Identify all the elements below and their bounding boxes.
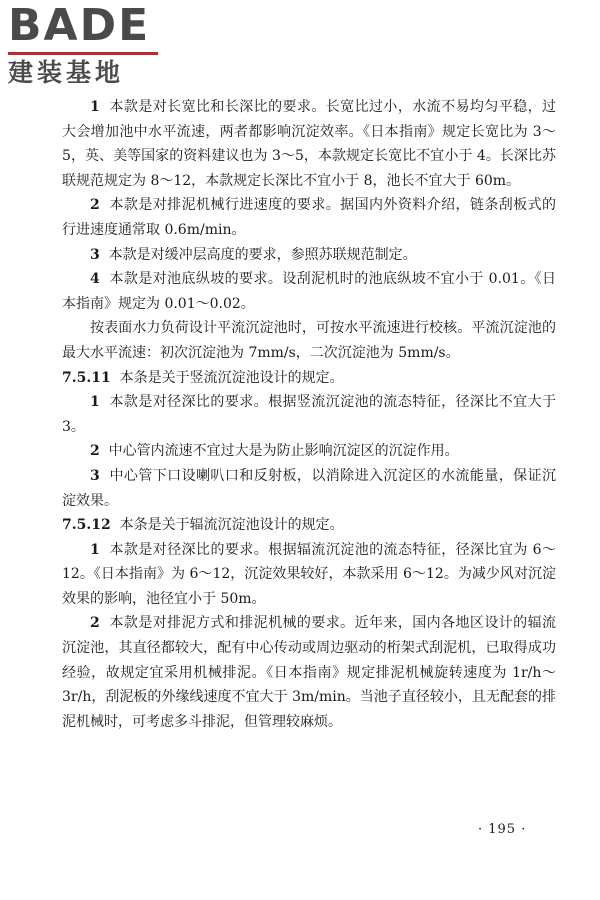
paragraph-item xyxy=(62,611,556,734)
logo-brand: BADE xyxy=(8,0,151,51)
paragraph-text: 本款是对缓冲层高度的要求，参照苏联规范制定。 xyxy=(108,246,417,263)
paragraph-item xyxy=(62,464,556,513)
document-body xyxy=(62,95,556,734)
clause-heading xyxy=(62,513,556,538)
paragraph-text: 本款是对池底纵坡的要求。设刮泥机时的池底纵坡不宜小于 0.01。《日本指南》规定为 0.01～0.02。 xyxy=(62,271,556,312)
paragraph-text: 本款是对排泥方式和排泥机械的要求。近年来，国内各地区设计的辐流沉淀池，其直径都较大，配有中心传动或周边驱动的桁架式刮泥机，已取得成功经验，故规定宜采用机械排泥。《日本指南》规定排泥机械旋转速度为 1r/h～3r/h，刮泥板的外缘线速度不宜大于 3m/min。当池子直径较小，且无配套的排泥机械时，可考虑多斗排泥，但管理较麻烦。 xyxy=(62,615,556,730)
clause-heading xyxy=(62,366,556,391)
item-number: 2 xyxy=(90,615,100,632)
paragraph-item xyxy=(62,538,556,612)
item-number: 3 xyxy=(90,246,100,263)
clause-text: 本条是关于竖流沉淀池设计的规定。 xyxy=(119,369,344,386)
bade-logo xyxy=(8,2,178,88)
paragraph-item xyxy=(62,95,556,193)
item-number: 1 xyxy=(90,394,100,411)
item-number: 2 xyxy=(90,443,100,460)
item-number: 2 xyxy=(90,197,100,214)
item-number: 1 xyxy=(90,99,100,115)
logo-subtitle: 建装基地 xyxy=(8,58,125,87)
clause-text: 本条是关于辐流沉淀池设计的规定。 xyxy=(119,517,344,534)
paragraph-text: 本款是对径深比的要求。根据竖流沉淀池的流态特征，径深比不宜大于 3。 xyxy=(62,394,556,435)
item-number: 3 xyxy=(90,467,100,484)
paragraph-item xyxy=(62,439,556,464)
page-number: · 195 · xyxy=(478,822,527,837)
item-number: 4 xyxy=(90,271,100,288)
paragraph-text: 本款是对排泥机械行进速度的要求。据国内外资料介绍，链条刮板式的行进速度通常取 0.6m/min。 xyxy=(62,197,556,238)
paragraph-text: 中心管内流速不宜过大是为防止影响沉淀区的沉淀作用。 xyxy=(108,443,459,460)
paragraph-item xyxy=(62,193,556,242)
logo-divider xyxy=(8,52,158,55)
paragraph-text: 本款是对长宽比和长深比的要求。长宽比过小，水流不易均匀平稳，过大会增加池中水平流速，两者都影响沉淀效率。《日本指南》规定长宽比为 3～5，英、美等国家的资料建议也为 3～5，本款规定长宽比不宜小于 4。长深比苏联规范规定为 8～12，本款规定长深比不宜小于 8，池长不宜大于 60m。 xyxy=(62,99,556,189)
paragraph-text: 中心管下口设喇叭口和反射板，以消除进入沉淀区的水流能量，保证沉淀效果。 xyxy=(62,467,556,509)
paragraph-text: 按表面水力负荷设计平流沉淀池时，可按水平流速进行校核。平流沉淀池的最大水平流速：初次沉淀池为 7mm/s，二次沉淀池为 5mm/s。 xyxy=(62,320,556,361)
clause-number: 7.5.12 xyxy=(62,517,111,534)
paragraph-item xyxy=(62,390,556,439)
paragraph-plain xyxy=(62,316,556,365)
paragraph-item xyxy=(62,243,556,268)
paragraph-item xyxy=(62,267,556,316)
item-number: 1 xyxy=(90,541,100,558)
paragraph-text: 本款是对径深比的要求。根据辐流沉淀池的流态特征，径深比宜为 6～12。《日本指南》为 6～12，沉淀效果较好，本款采用 6～12。为减少风对沉淀效果的影响，池径宜小于 50m。 xyxy=(62,541,556,607)
clause-number: 7.5.11 xyxy=(62,369,111,386)
